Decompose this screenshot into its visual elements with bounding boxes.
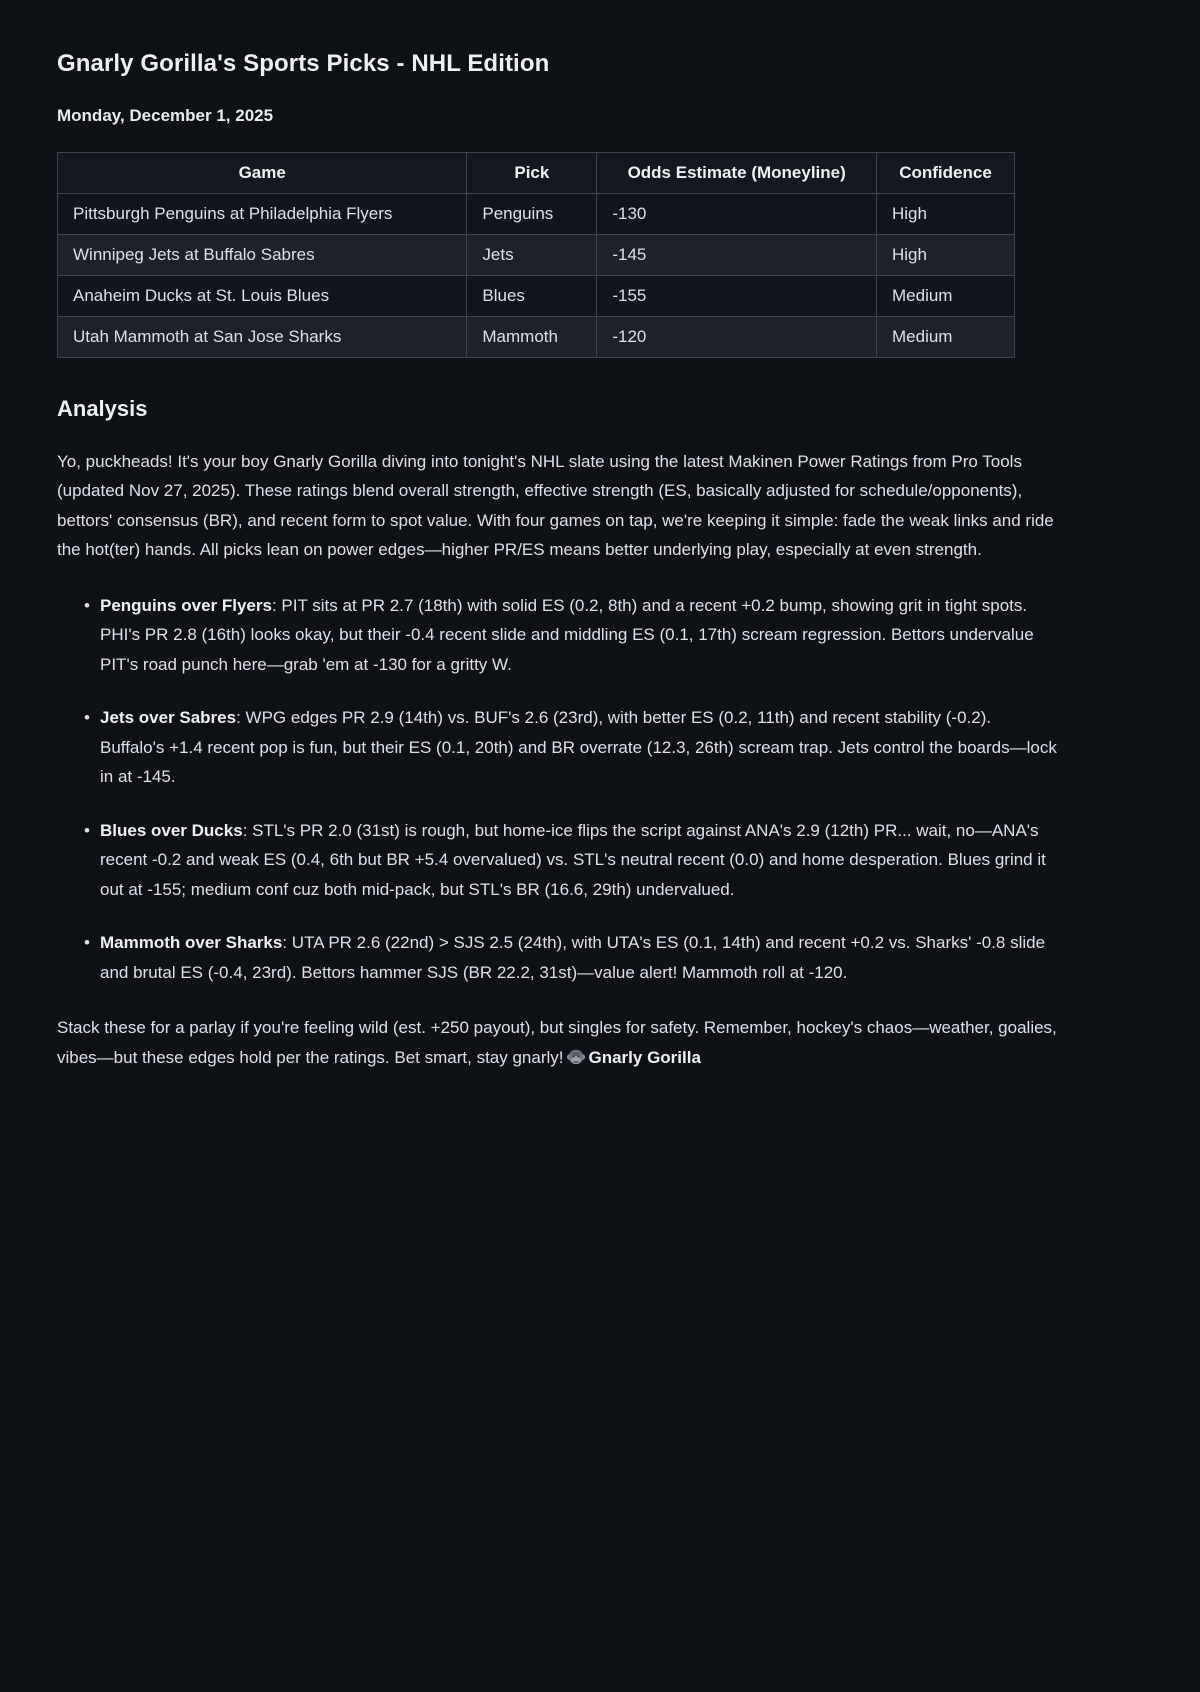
analysis-list xyxy=(57,591,1057,988)
picks-table-header xyxy=(58,152,1015,193)
pick-detail: : PIT sits at PR 2.7 (18th) with solid ES (0.2, 8th) and a recent +0.2 bump, showing grit in tight spots. PHI's PR 2.8 (16th) looks okay, but their -0.4 recent slide and middling ES (0.1, 17th) scream regression. Bettors undervalue PIT's road punch here—grab 'em at -130 for a gritty W. xyxy=(100,595,1034,674)
column-header-confidence: Confidence xyxy=(877,152,1015,193)
header-row xyxy=(58,152,1015,193)
list-item xyxy=(84,591,1057,680)
picks-table xyxy=(57,152,1015,358)
pick-detail: : UTA PR 2.6 (22nd) > SJS 2.5 (24th), with UTA's ES (0.1, 14th) and recent +0.2 vs. Sharks' -0.8 slide and brutal ES (-0.4, 23rd). Bettors hammer SJS (BR 22.2, 31st)—value alert! Mammoth roll at -120. xyxy=(100,933,1046,982)
closing-paragraph xyxy=(57,1013,1057,1076)
confidence-cell: High xyxy=(877,234,1015,275)
list-item xyxy=(84,703,1057,792)
pick-detail: : STL's PR 2.0 (31st) is rough, but home-ice flips the script against ANA's 2.9 (12th) PR... wait, no—ANA's recent -0.2 and weak ES (0.4, 6th but BR +5.4 overvalued) vs. STL's neutral recent (0.0) and home desperation. Blues grind it out at -155; medium conf cuz both mid-pack, but STL's BR (16.6, 29th) undervalued. xyxy=(100,820,1046,899)
game-cell: Pittsburgh Penguins at Philadelphia Flyers xyxy=(58,193,467,234)
odds-cell: -130 xyxy=(597,193,877,234)
confidence-cell: Medium xyxy=(877,275,1015,316)
game-cell: Winnipeg Jets at Buffalo Sabres xyxy=(58,234,467,275)
closing-text: Stack these for a parlay if you're feeling wild (est. +250 payout), but singles for safety. Remember, hockey's chaos—weather, goalies, vibes—but these edges hold per the ratings. Bet smart, stay gnarly! xyxy=(57,1018,1057,1067)
pick-cell: Penguins xyxy=(467,193,597,234)
game-cell: Utah Mammoth at San Jose Sharks xyxy=(58,316,467,357)
table-row xyxy=(58,316,1015,357)
confidence-cell: Medium xyxy=(877,316,1015,357)
table-row xyxy=(58,234,1015,275)
pick-lead: Jets over Sabres xyxy=(100,708,237,728)
odds-cell: -145 xyxy=(597,234,877,275)
table-row xyxy=(58,193,1015,234)
column-header-odds: Odds Estimate (Moneyline) xyxy=(597,152,877,193)
list-item xyxy=(84,928,1057,987)
table-row xyxy=(58,275,1015,316)
pick-cell: Jets xyxy=(467,234,597,275)
game-cell: Anaheim Ducks at St. Louis Blues xyxy=(58,275,467,316)
pick-lead: Blues over Ducks xyxy=(100,820,243,840)
confidence-cell: High xyxy=(877,193,1015,234)
gorilla-icon xyxy=(566,1047,586,1077)
pick-lead: Mammoth over Sharks xyxy=(100,933,283,953)
odds-cell: -155 xyxy=(597,275,877,316)
signature: Gnarly Gorilla xyxy=(588,1047,701,1067)
column-header-pick: Pick xyxy=(467,152,597,193)
pick-lead: Penguins over Flyers xyxy=(100,595,272,615)
page-date: Monday, December 1, 2025 xyxy=(57,105,274,125)
odds-cell: -120 xyxy=(597,316,877,357)
list-item xyxy=(84,816,1057,905)
page-title: Gnarly Gorilla's Sports Picks - NHL Edition xyxy=(57,50,550,77)
analysis-intro: Yo, puckheads! It's your boy Gnarly Gorilla diving into tonight's NHL slate using the latest Makinen Power Ratings from Pro Tools (updated Nov 27, 2025). These ratings blend overall strength, effective strength (ES, basically adjusted for schedule/opponents), bettors' consensus (BR), and recent form to spot value. With four games on tap, we're keeping it simple: fade the weak links and ride the hot(ter) hands. All picks lean on power edges—higher PR/ES means better underlying play, especially at even strength. xyxy=(57,451,1054,560)
column-header-game: Game xyxy=(58,152,467,193)
pick-cell: Blues xyxy=(467,275,597,316)
pick-detail: : WPG edges PR 2.9 (14th) vs. BUF's 2.6 (23rd), with better ES (0.2, 11th) and recent stability (-0.2). Buffalo's +1.4 recent pop is fun, but their ES (0.1, 20th) and BR overrate (12.3, 26th) scream trap. Jets control the boards—lock in at -145. xyxy=(100,708,1057,787)
analysis-heading: Analysis xyxy=(57,395,148,421)
pick-cell: Mammoth xyxy=(467,316,597,357)
